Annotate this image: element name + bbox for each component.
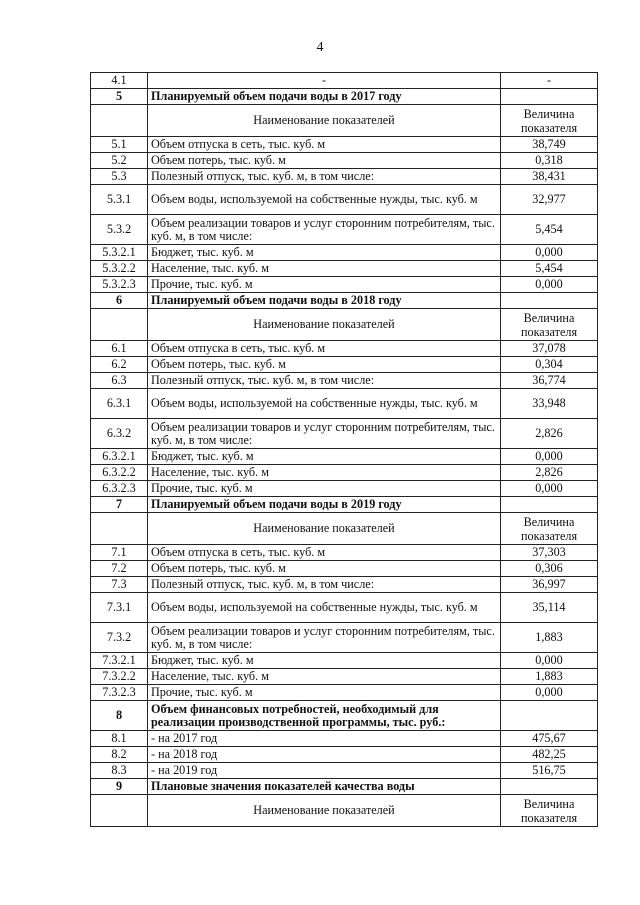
indicator-name-cell: Полезный отпуск, тыс. куб. м, в том числе: (148, 169, 501, 185)
indicator-name-cell: Бюджет, тыс. куб. м (148, 449, 501, 465)
row-number-cell: 5.2 (91, 153, 148, 169)
table-row (91, 419, 598, 449)
indicator-name-cell: Население, тыс. куб. м (148, 261, 501, 277)
indicators-table (90, 72, 598, 827)
indicator-name-cell: Объем реализации товаров и услуг сторонним потребителям, тыс. куб. м, в том числе: (148, 419, 501, 449)
row-number-cell: 6.1 (91, 341, 148, 357)
indicator-value-cell (501, 293, 598, 309)
row-number-cell: 7.3 (91, 577, 148, 593)
row-number-cell: 6.3.2.3 (91, 481, 148, 497)
indicator-value-cell (501, 89, 598, 105)
row-number-cell: 8.3 (91, 763, 148, 779)
row-number-cell: 7.3.2.2 (91, 669, 148, 685)
column-header-value: Величина показателя (501, 309, 598, 341)
column-header-name: Наименование показателей (148, 795, 501, 827)
column-header-value: Величина показателя (501, 795, 598, 827)
indicator-name-cell: Объем потерь, тыс. куб. м (148, 357, 501, 373)
indicator-value-cell: 0,318 (501, 153, 598, 169)
row-number-cell: 6.3 (91, 373, 148, 389)
column-header-row (91, 309, 598, 341)
indicator-name-cell: - на 2017 год (148, 731, 501, 747)
row-number-cell (91, 105, 148, 137)
indicator-value-cell: 36,997 (501, 577, 598, 593)
row-number-cell: 7.2 (91, 561, 148, 577)
table-row (91, 593, 598, 623)
indicator-name-cell: Объем реализации товаров и услуг сторонним потребителям, тыс. куб. м, в том числе: (148, 623, 501, 653)
indicator-value-cell: 0,000 (501, 277, 598, 293)
table-row (91, 731, 598, 747)
indicator-value-cell: 38,749 (501, 137, 598, 153)
indicator-value-cell: 1,883 (501, 669, 598, 685)
row-number-cell: 7 (91, 497, 148, 513)
indicator-value-cell (501, 497, 598, 513)
indicator-name-cell: Бюджет, тыс. куб. м (148, 245, 501, 261)
indicator-name-cell: Плановые значения показателей качества воды (148, 779, 501, 795)
table-row (91, 185, 598, 215)
indicator-name-cell: - на 2019 год (148, 763, 501, 779)
indicator-name-cell: Объем воды, используемой на собственные нужды, тыс. куб. м (148, 593, 501, 623)
row-number-cell: 7.3.2 (91, 623, 148, 653)
table-row (91, 465, 598, 481)
table-row (91, 481, 598, 497)
indicator-name-cell: Объем реализации товаров и услуг сторонним потребителям, тыс. куб. м, в том числе: (148, 215, 501, 245)
indicator-name-cell: Население, тыс. куб. м (148, 669, 501, 685)
indicator-value-cell: 33,948 (501, 389, 598, 419)
table-row (91, 623, 598, 653)
section-header-row (91, 701, 598, 731)
indicator-value-cell: 38,431 (501, 169, 598, 185)
indicator-value-cell: 0,000 (501, 653, 598, 669)
row-number-cell: 7.3.2.1 (91, 653, 148, 669)
table-row (91, 137, 598, 153)
indicator-name-cell: - (148, 73, 501, 89)
row-number-cell: 6.3.2.2 (91, 465, 148, 481)
table-row (91, 561, 598, 577)
row-number-cell: 6.3.1 (91, 389, 148, 419)
table-row (91, 763, 598, 779)
table-row (91, 449, 598, 465)
row-number-cell: 6.3.2.1 (91, 449, 148, 465)
table-row (91, 215, 598, 245)
indicator-value-cell: 37,303 (501, 545, 598, 561)
indicator-value-cell: 37,078 (501, 341, 598, 357)
indicator-name-cell: Объем потерь, тыс. куб. м (148, 153, 501, 169)
indicator-name-cell: Объем воды, используемой на собственные нужды, тыс. куб. м (148, 185, 501, 215)
table-row (91, 747, 598, 763)
row-number-cell: 6.3.2 (91, 419, 148, 449)
table-row (91, 245, 598, 261)
table-row (91, 577, 598, 593)
column-header-value: Величина показателя (501, 105, 598, 137)
section-header-row (91, 89, 598, 105)
section-header-row (91, 293, 598, 309)
table-row (91, 373, 598, 389)
row-number-cell: 6 (91, 293, 148, 309)
row-number-cell: 7.1 (91, 545, 148, 561)
indicator-name-cell: Планируемый объем подачи воды в 2019 году (148, 497, 501, 513)
row-number-cell: 5.3.1 (91, 185, 148, 215)
table-row (91, 389, 598, 419)
column-header-name: Наименование показателей (148, 309, 501, 341)
indicator-value-cell: 35,114 (501, 593, 598, 623)
indicator-name-cell: - на 2018 год (148, 747, 501, 763)
column-header-row (91, 795, 598, 827)
indicator-value-cell: 1,883 (501, 623, 598, 653)
row-number-cell: 5.3.2.1 (91, 245, 148, 261)
table-row (91, 261, 598, 277)
row-number-cell (91, 513, 148, 545)
column-header-value: Величина показателя (501, 513, 598, 545)
table-row (91, 341, 598, 357)
table-body (91, 73, 598, 827)
indicator-name-cell: Бюджет, тыс. куб. м (148, 653, 501, 669)
indicator-value-cell: 36,774 (501, 373, 598, 389)
indicator-value-cell: 0,000 (501, 481, 598, 497)
page-number: 4 (316, 40, 324, 55)
section-header-row (91, 497, 598, 513)
indicator-value-cell: 2,826 (501, 465, 598, 481)
row-number-cell: 9 (91, 779, 148, 795)
table-row (91, 685, 598, 701)
indicator-value-cell: 482,25 (501, 747, 598, 763)
table-row (91, 669, 598, 685)
table-row (91, 169, 598, 185)
row-number-cell: 5 (91, 89, 148, 105)
indicator-name-cell: Планируемый объем подачи воды в 2018 году (148, 293, 501, 309)
row-number-cell (91, 795, 148, 827)
indicator-name-cell: Объем отпуска в сеть, тыс. куб. м (148, 137, 501, 153)
indicator-name-cell: Объем воды, используемой на собственные нужды, тыс. куб. м (148, 389, 501, 419)
indicator-name-cell: Полезный отпуск, тыс. куб. м, в том числе: (148, 577, 501, 593)
table-row (91, 73, 598, 89)
table-row (91, 545, 598, 561)
row-number-cell: 5.3.2.2 (91, 261, 148, 277)
indicator-name-cell: Объем финансовых потребностей, необходимый для реализации производственной программы, тыс. руб.: (148, 701, 501, 731)
row-number-cell: 4.1 (91, 73, 148, 89)
row-number-cell: 8 (91, 701, 148, 731)
indicator-value-cell: 5,454 (501, 261, 598, 277)
indicator-value-cell: 5,454 (501, 215, 598, 245)
table-row (91, 277, 598, 293)
indicator-value-cell: 32,977 (501, 185, 598, 215)
indicator-value-cell: 0,304 (501, 357, 598, 373)
indicator-value-cell: 0,000 (501, 245, 598, 261)
indicator-value-cell: 0,000 (501, 449, 598, 465)
indicator-name-cell: Прочие, тыс. куб. м (148, 277, 501, 293)
row-number-cell: 5.1 (91, 137, 148, 153)
column-header-name: Наименование показателей (148, 105, 501, 137)
indicator-name-cell: Объем отпуска в сеть, тыс. куб. м (148, 341, 501, 357)
row-number-cell: 7.3.1 (91, 593, 148, 623)
indicator-value-cell (501, 779, 598, 795)
row-number-cell: 5.3 (91, 169, 148, 185)
indicator-name-cell: Прочие, тыс. куб. м (148, 685, 501, 701)
indicator-value-cell: 475,67 (501, 731, 598, 747)
indicator-name-cell: Планируемый объем подачи воды в 2017 году (148, 89, 501, 105)
row-number-cell: 5.3.2 (91, 215, 148, 245)
section-header-row (91, 779, 598, 795)
indicator-name-cell: Полезный отпуск, тыс. куб. м, в том числе: (148, 373, 501, 389)
indicator-value-cell (501, 701, 598, 731)
indicator-value-cell: 0,306 (501, 561, 598, 577)
indicator-value-cell: 0,000 (501, 685, 598, 701)
column-header-name: Наименование показателей (148, 513, 501, 545)
indicator-name-cell: Население, тыс. куб. м (148, 465, 501, 481)
row-number-cell: 8.2 (91, 747, 148, 763)
indicator-name-cell: Объем отпуска в сеть, тыс. куб. м (148, 545, 501, 561)
row-number-cell: 8.1 (91, 731, 148, 747)
indicator-value-cell: - (501, 73, 598, 89)
indicator-name-cell: Объем потерь, тыс. куб. м (148, 561, 501, 577)
indicator-value-cell: 2,826 (501, 419, 598, 449)
indicator-value-cell: 516,75 (501, 763, 598, 779)
table-row (91, 653, 598, 669)
column-header-row (91, 105, 598, 137)
column-header-row (91, 513, 598, 545)
row-number-cell: 6.2 (91, 357, 148, 373)
table-row (91, 153, 598, 169)
table-row (91, 357, 598, 373)
row-number-cell: 5.3.2.3 (91, 277, 148, 293)
row-number-cell (91, 309, 148, 341)
indicator-name-cell: Прочие, тыс. куб. м (148, 481, 501, 497)
row-number-cell: 7.3.2.3 (91, 685, 148, 701)
